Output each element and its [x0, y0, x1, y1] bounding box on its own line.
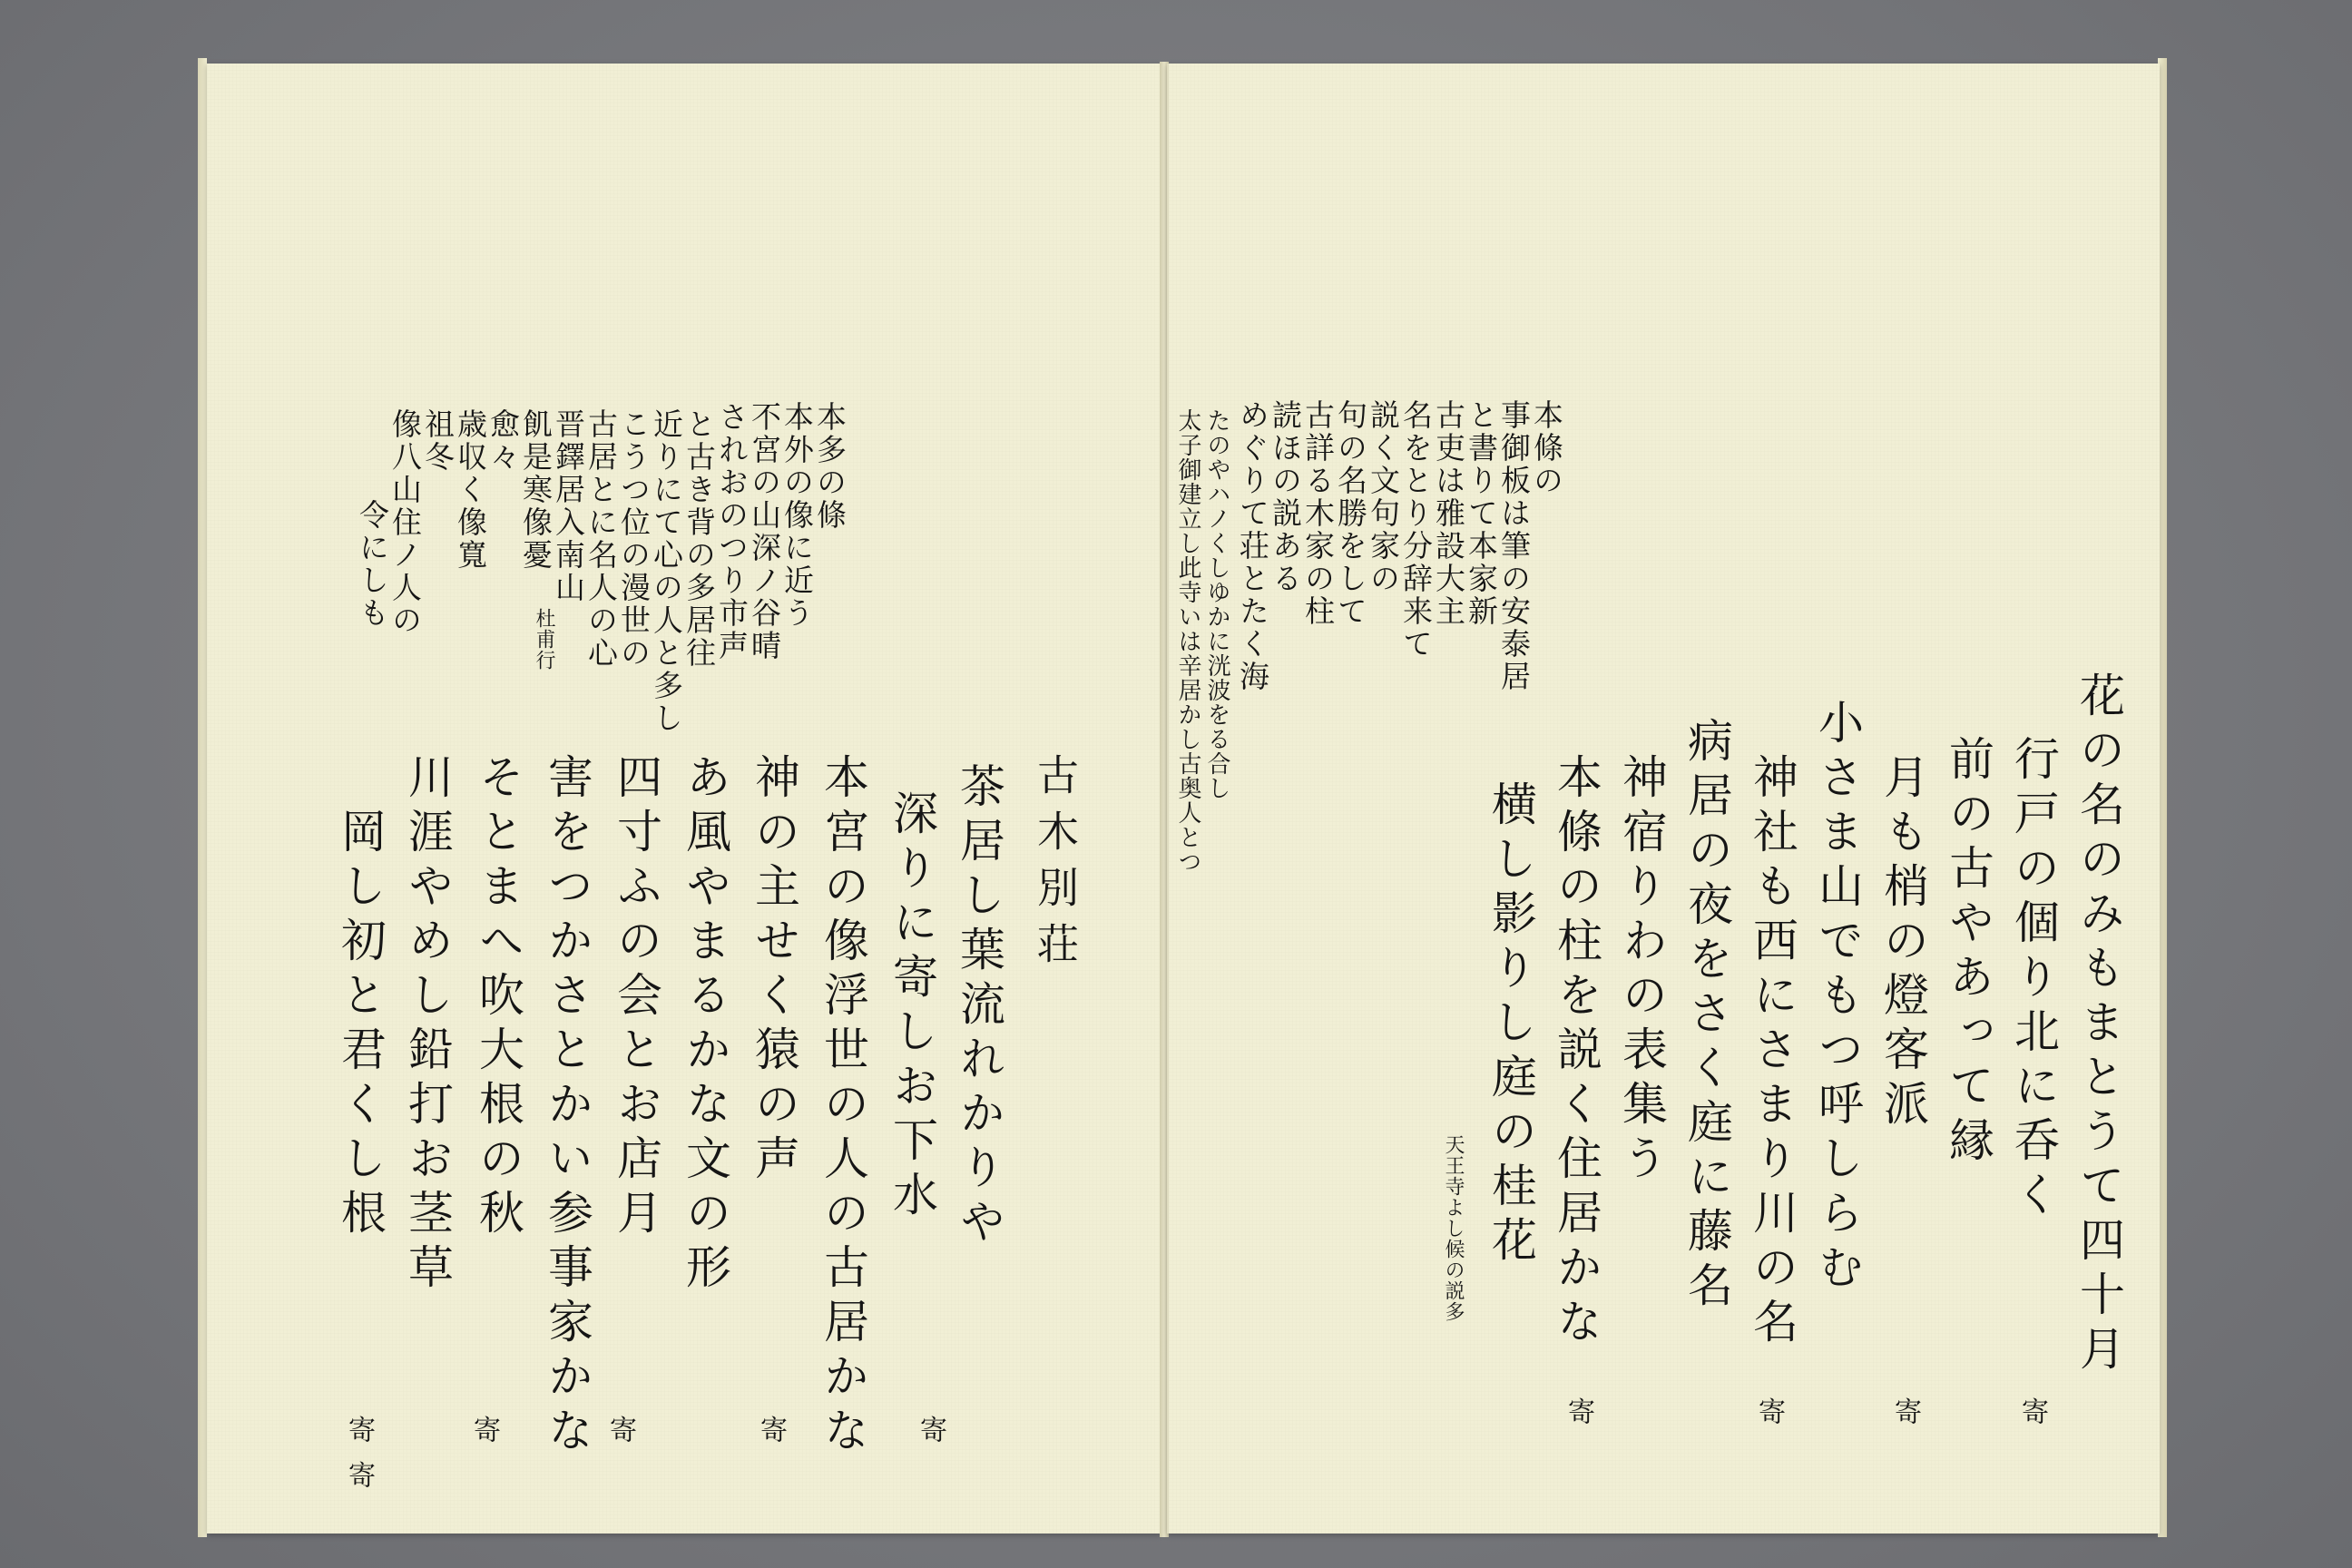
right-prose-line: たのやハノくしゆかに洸波をる合し [1203, 408, 1230, 800]
left-prose-line: と古き背の多居往 [681, 408, 717, 670]
open-book [198, 54, 2167, 1543]
right-prose-line: 古詳る木家の柱 [1300, 399, 1336, 628]
right-verse: 神社も西にさまり川の名 [1746, 753, 1798, 1352]
left-page-edge [198, 58, 207, 1537]
right-signature: 寄 [1563, 1397, 1594, 1426]
right-verse: 病居の夜をさく庭に藤名 [1681, 717, 1733, 1316]
left-signature: 寄 [343, 1461, 375, 1490]
left-prose-line: 愈々 [485, 408, 521, 474]
left-verse: 岡し初と君くし根 [334, 808, 387, 1243]
right-page [1167, 64, 2160, 1534]
left-signature: 寄 [915, 1416, 946, 1445]
left-prose-line: 像八山住ノ人の [387, 408, 423, 637]
left-prose-line: 晋鐸居入南山 [551, 408, 586, 604]
right-prose-line: 句の名勝をして [1333, 399, 1368, 628]
right-verse: 花の名のみもまとうて四十月 [2073, 671, 2125, 1379]
right-verse: 前の古やあって縁 [1942, 735, 1994, 1171]
left-heading: 古木別荘 [1031, 753, 1080, 978]
right-prose-line: 古吏は雅設大主 [1431, 399, 1466, 628]
right-prose-line: 読ほの説ある [1268, 399, 1303, 595]
right-prose-line: めぐりて荘とたく海 [1235, 399, 1270, 693]
right-signature: 寄 [1889, 1397, 1921, 1426]
right-verse: 小さま山でもつ呼しらむ [1811, 699, 1864, 1298]
right-verse: 本條の柱を説く住居かな [1550, 753, 1602, 1352]
left-prose-line: 本外の像に近う [779, 401, 815, 630]
right-prose-line: 太子御建立し此寺いは辛居かし古奥人とつ [1174, 408, 1201, 874]
left-prose-line: こうつ位の漫世の [616, 408, 652, 670]
left-prose-line: 飢是寒像憂 [518, 408, 554, 572]
left-prose-annotation: 杜甫行 [533, 608, 555, 671]
left-prose-line: されおのつり市声 [714, 401, 750, 662]
left-prose-line: 不宮の山深ノ谷晴 [747, 401, 782, 662]
left-signature: 寄 [604, 1416, 636, 1445]
left-prose-line: 歳収く像寬 [453, 408, 488, 572]
left-signature: 寄 [755, 1416, 787, 1445]
right-prose-line: 説く文句家の [1366, 399, 1401, 595]
right-signature: 寄 [1753, 1397, 1785, 1426]
left-verse: 茶居し葉流れかりや [953, 762, 1005, 1252]
left-prose-line: 令にしも [355, 499, 390, 630]
left-verse: 四寸ふの会とお店月 [610, 753, 662, 1243]
right-verse: 横し影りし庭の桂花 [1485, 780, 1537, 1270]
left-verse: 害をつかさとかい参事家かな [541, 753, 593, 1461]
left-verse: あ風やまるかな文の形 [679, 753, 731, 1298]
left-verse: そとまへ吹大根の秋 [472, 753, 524, 1243]
right-verse: 行戸の個り北に呑く [2007, 735, 2060, 1225]
right-signature: 寄 [2016, 1397, 2048, 1426]
left-prose-line: 古居とに名人の心 [583, 408, 619, 670]
left-prose-line: 祖冬 [420, 408, 456, 474]
left-verse: 川涯やめし鉛打お茎草 [401, 753, 454, 1298]
left-signature: 寄 [468, 1416, 500, 1445]
left-verse: 深りに寄しお下水 [886, 789, 938, 1225]
left-verse: 本宮の像浮世の人の古居かな [817, 753, 869, 1461]
right-prose-line: 事御板は筆の安泰居 [1496, 399, 1532, 693]
right-prose-annotation: 天王寺よし候の説多 [1442, 1134, 1465, 1322]
left-verse: 神の主せく猿の声 [748, 753, 800, 1189]
left-signature: 寄 [343, 1416, 375, 1445]
right-verse: 神宿りわの表集う [1615, 753, 1668, 1189]
left-prose-line: 本多の條 [812, 401, 848, 532]
right-prose-line: 本條の [1529, 399, 1564, 497]
right-prose-line: 名をとり分辞来て [1398, 399, 1434, 661]
right-verse: 月も梢の燈客派 [1877, 753, 1929, 1134]
left-prose-line: 近りにて心の人と多し [649, 408, 684, 735]
right-prose-line: と書りて本家新 [1464, 399, 1499, 628]
left-page [207, 64, 1161, 1534]
